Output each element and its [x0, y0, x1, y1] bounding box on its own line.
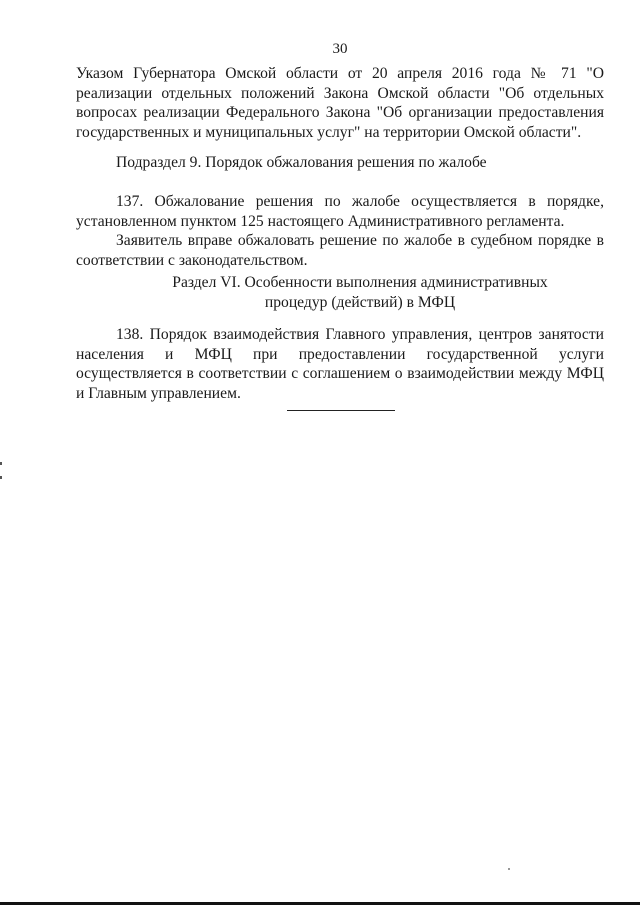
section-6-heading-line1: Раздел VI. Особенности выполнения административных — [172, 274, 548, 291]
item-137-text: 137. Обжалование решения по жалобе осуществляется в порядке, установленном пунктом 125 настоящего Административного регламента. — [76, 193, 604, 230]
page-number: 30 — [332, 41, 348, 57]
item-137-text2: Заявитель вправе обжаловать решение по жалобе в судебном порядке в соответствии с законодательством. — [76, 232, 604, 269]
intro-text: Указом Губернатора Омской области от 20 апреля 2016 года № 71 "О реализации отдельных положений Закона Омской области "Об отдельных вопросах реализации Федерального Закона "Об организации предоставления государственных и муниципальных услуг" на территории Омской области". — [76, 65, 604, 141]
end-divider — [287, 410, 395, 411]
item-138 — [76, 325, 604, 403]
subsection-9 — [76, 153, 604, 173]
scan-mark — [0, 462, 2, 465]
intro-paragraph — [76, 64, 604, 142]
item-137-continuation — [76, 231, 604, 270]
item-137 — [76, 192, 604, 231]
scan-mark — [0, 476, 2, 479]
item-138-text: 138. Порядок взаимодействия Главного управления, центров занятости населения и МФЦ при предоставлении государственной услуги осуществляется в соответствии с соглашением о взаимодействии между МФЦ и Главным управлением. — [76, 326, 604, 402]
scan-dot — [508, 868, 510, 870]
subsection-9-heading: Подраздел 9. Порядок обжалования решения по жалобе — [116, 154, 487, 171]
section-6-heading — [76, 273, 640, 313]
section-6-heading-line2: процедур (действий) в МФЦ — [264, 294, 456, 311]
